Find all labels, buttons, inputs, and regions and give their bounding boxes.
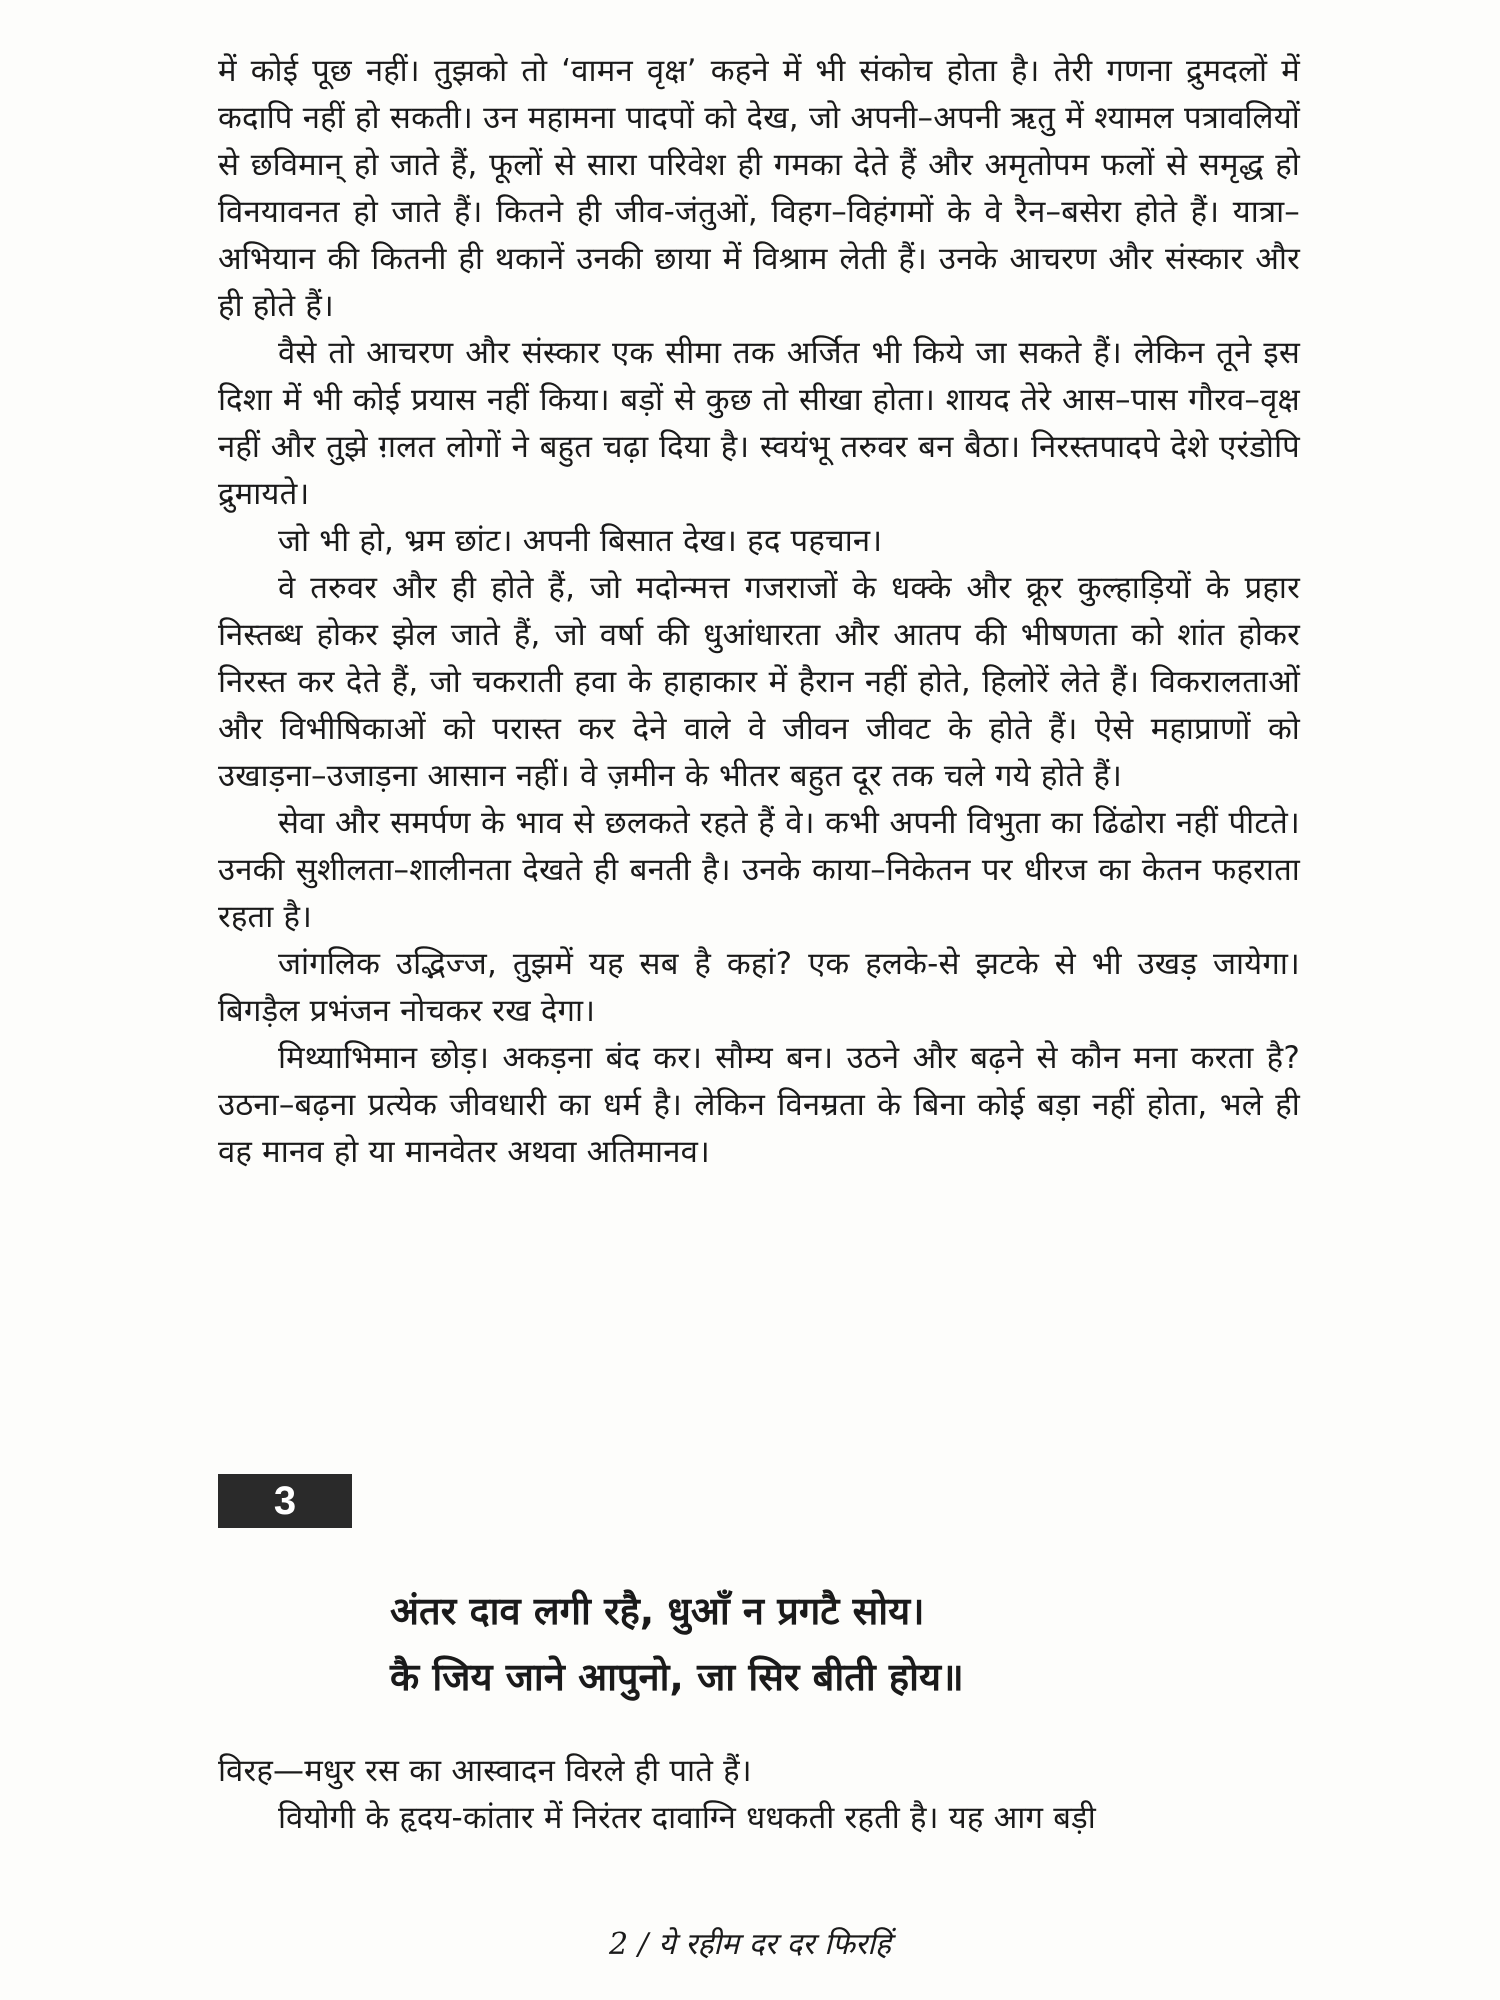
paragraph: सेवा और समर्पण के भाव से छलकते रहते हैं वे। कभी अपनी विभुता का ढिंढोरा नहीं पीटते। उनकी सुशीलता–शालीनता देखते ही बनती है। उनके काया–निकेतन पर धीरज का केतन फहराता रहता है। bbox=[218, 805, 1300, 935]
paragraph: वैसे तो आचरण और संस्कार एक सीमा तक अर्जित भी किये जा सकते हैं। लेकिन तूने इस दिशा में भी कोई प्रयास नहीं किया। बड़ों से कुछ तो सीखा होता। शायद तेरे आस–पास गौरव–वृक्ष नहीं और तुझे ग़लत लोगों ने बहुत चढ़ा दिया है। स्वयंभू तरुवर बन बैठा। निरस्तपादपे देशे एरंडोपि द्रुमायते। bbox=[218, 335, 1300, 512]
couplet-line: कै जिय जाने आपुनो, जा सिर बीती होय॥ bbox=[390, 1655, 964, 1699]
paragraph: में कोई पूछ नहीं। तुझको तो ‘वामन वृक्ष’ कहने में भी संकोच होता है। तेरी गणना द्रुमदलों में कदापि नहीं हो सकती। उन महामना पादपों को देख, जो अपनी–अपनी ऋतु में श्यामल पत्रावलियों से छविमान् हो जाते हैं, फूलों से सारा परिवेश ही गमका देते हैं और अमृतोपम फलों से समृद्ध हो विनयावनत हो जाते हैं। कितने ही जीव-जंतुओं, विहग–विहंगमों के वे रैन–बसेरा होते हैं। यात्रा–अभियान की कितनी ही थकानें उनकी छाया में विश्राम लेती हैं। उनके आचरण और संस्कार और ही होते हैं। bbox=[218, 53, 1300, 324]
section-body bbox=[218, 1748, 1300, 1842]
section-number-badge: 3 bbox=[218, 1474, 352, 1528]
paragraph: जो भी हो, भ्रम छांट। अपनी बिसात देख। हद पहचान। bbox=[278, 523, 883, 559]
book-title: ये रहीम दर दर फिरहिं bbox=[658, 1927, 891, 1962]
paragraph: वे तरुवर और ही होते हैं, जो मदोन्मत्त गजराजों के धक्के और क्रूर कुल्हाड़ियों के प्रहार निस्तब्ध होकर झेल जाते हैं, जो वर्षा की धुआंधारता और आतप की भीषणता को शांत होकर निरस्त कर देते हैं, जो चकराती हवा के हाहाकार में हैरान नहीं होते, हिलोरें लेते हैं। विकरालताओं और विभीषिकाओं को परास्त कर देने वाले वे जीवन जीवट के होते हैं। ऐसे महाप्राणों को उखाड़ना–उजाड़ना आसान नहीं। वे ज़मीन के भीतर बहुत दूर तक चले गये होते हैं। bbox=[218, 570, 1300, 794]
essay-body bbox=[218, 48, 1300, 1176]
page-footer bbox=[0, 1922, 1500, 1963]
doha-couplet bbox=[390, 1578, 1210, 1710]
couplet-line: अंतर दाव लगी रहै, धुआँ न प्रगटै सोय। bbox=[390, 1589, 925, 1633]
footer-separator: / bbox=[638, 1927, 649, 1962]
page-number: 2 bbox=[609, 1927, 629, 1962]
paragraph: विरह—मधुर रस का आस्वादन विरले ही पाते हैं। bbox=[218, 1753, 752, 1789]
paragraph: मिथ्याभिमान छोड़। अकड़ना बंद कर। सौम्य बन। उठने और बढ़ने से कौन मना करता है? उठना–बढ़ना प्रत्येक जीवधारी का धर्म है। लेकिन विनम्रता के बिना कोई बड़ा नहीं होता, भले ही वह मानव हो या मानवेतर अथवा अतिमानव। bbox=[218, 1040, 1300, 1170]
paragraph: जांगलिक उद्भिज्ज, तुझमें यह सब है कहां? एक हलके-से झटके से भी उखड़ जायेगा। बिगड़ैल प्रभंजन नोचकर रख देगा। bbox=[218, 946, 1300, 1029]
paragraph: वियोगी के हृदय-कांतार में निरंतर दावाग्नि धधकती रहती है। यह आग बड़ी bbox=[278, 1800, 1096, 1836]
